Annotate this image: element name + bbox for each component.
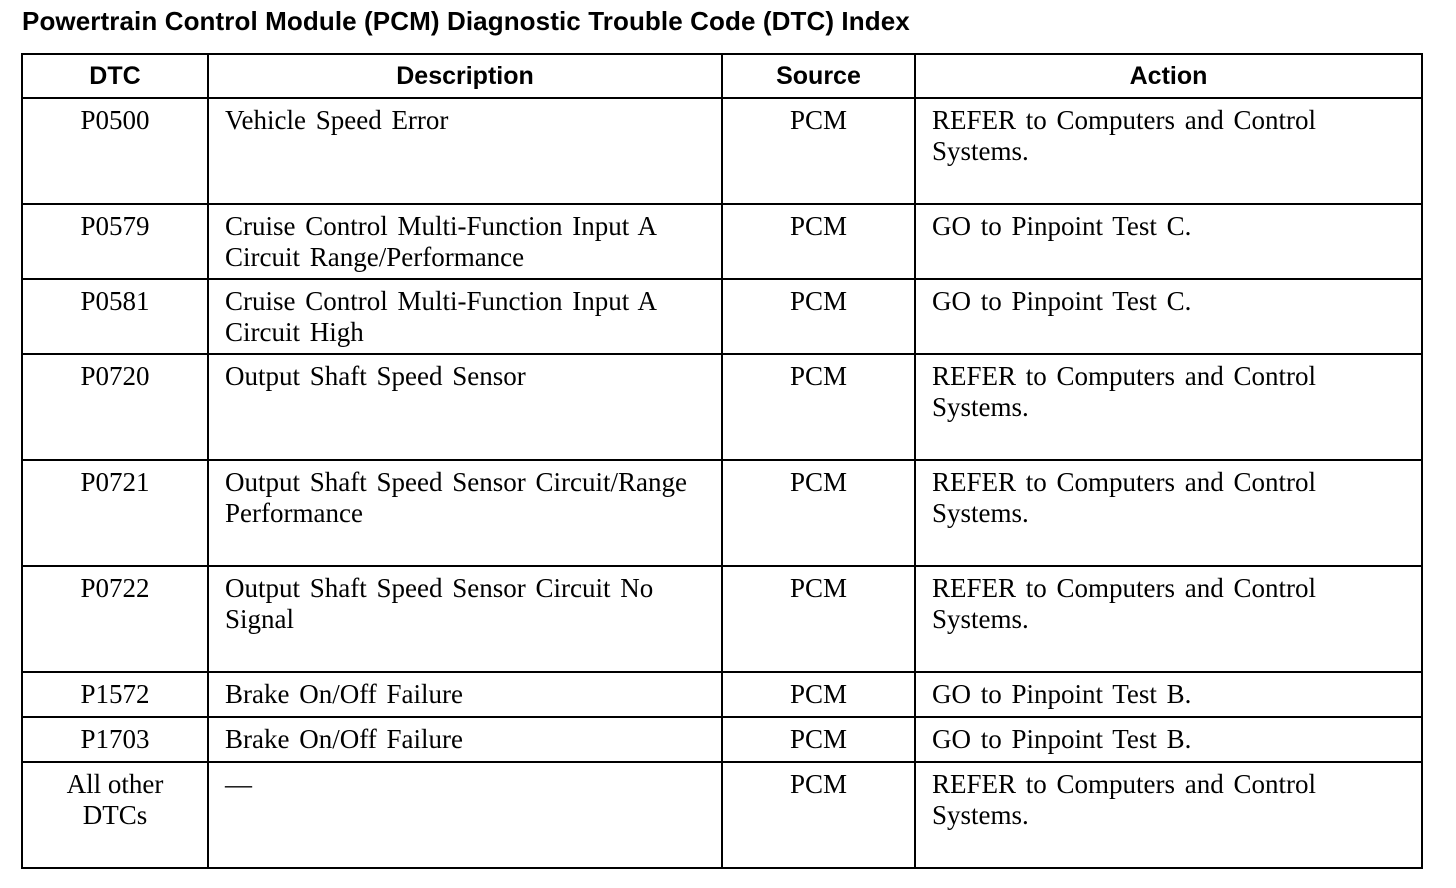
table-row [22,279,1422,354]
table-row [22,460,1422,566]
description-cell: Brake On/Off Failure [225,724,463,754]
source-cell: PCM [789,679,848,709]
action-cell: GO to Pinpoint Test B. [932,679,1192,709]
source-cell: PCM [789,361,848,391]
dtc-cell: P0500 [80,105,150,135]
table-row [22,98,1422,204]
table-header-row [22,54,1422,98]
action-cell: REFER to Computers and Control Systems. [932,105,1317,166]
source-cell: PCM [789,211,848,241]
description-cell: Output Shaft Speed Sensor Circuit/Range Performance [225,467,687,528]
header-description: Description [208,54,722,98]
action-cell: REFER to Computers and Control Systems. [932,769,1317,830]
action-cell: REFER to Computers and Control Systems. [932,467,1317,528]
table-row [22,204,1422,279]
page-title: Powertrain Control Module (PCM) Diagnostic Trouble Code (DTC) Index [22,6,910,36]
description-cell: Cruise Control Multi-Function Input A Circuit Range/Performance [225,211,656,272]
table-row [22,354,1422,460]
dtc-index-table [21,53,1423,869]
table-row [22,717,1422,762]
table-row [22,672,1422,717]
source-cell: PCM [789,105,848,135]
description-cell: Output Shaft Speed Sensor [225,361,526,391]
action-cell: REFER to Computers and Control Systems. [932,361,1317,422]
dtc-cell: All other DTCs [66,769,164,830]
action-cell: GO to Pinpoint Test C. [932,286,1192,316]
dtc-cell: P1703 [80,724,150,754]
source-cell: PCM [789,573,848,603]
dtc-cell: P0720 [80,361,150,391]
source-cell: PCM [789,286,848,316]
description-cell: Brake On/Off Failure [225,679,463,709]
description-cell: — [225,769,252,799]
description-cell: Cruise Control Multi-Function Input A Circuit High [225,286,656,347]
dtc-cell: P0722 [80,573,150,603]
description-cell: Vehicle Speed Error [225,105,449,135]
action-cell: GO to Pinpoint Test C. [932,211,1192,241]
source-cell: PCM [789,467,848,497]
action-cell: GO to Pinpoint Test B. [932,724,1192,754]
action-cell: REFER to Computers and Control Systems. [932,573,1317,634]
header-source: Source [722,54,915,98]
dtc-cell: P0579 [80,211,150,241]
description-cell: Output Shaft Speed Sensor Circuit No Signal [225,573,654,634]
source-cell: PCM [789,724,848,754]
header-action: Action [915,54,1422,98]
table-row [22,566,1422,672]
dtc-cell: P0721 [80,467,150,497]
dtc-cell: P0581 [80,286,150,316]
table-row [22,762,1422,868]
header-dtc: DTC [22,54,208,98]
dtc-cell: P1572 [80,679,150,709]
source-cell: PCM [789,769,848,799]
